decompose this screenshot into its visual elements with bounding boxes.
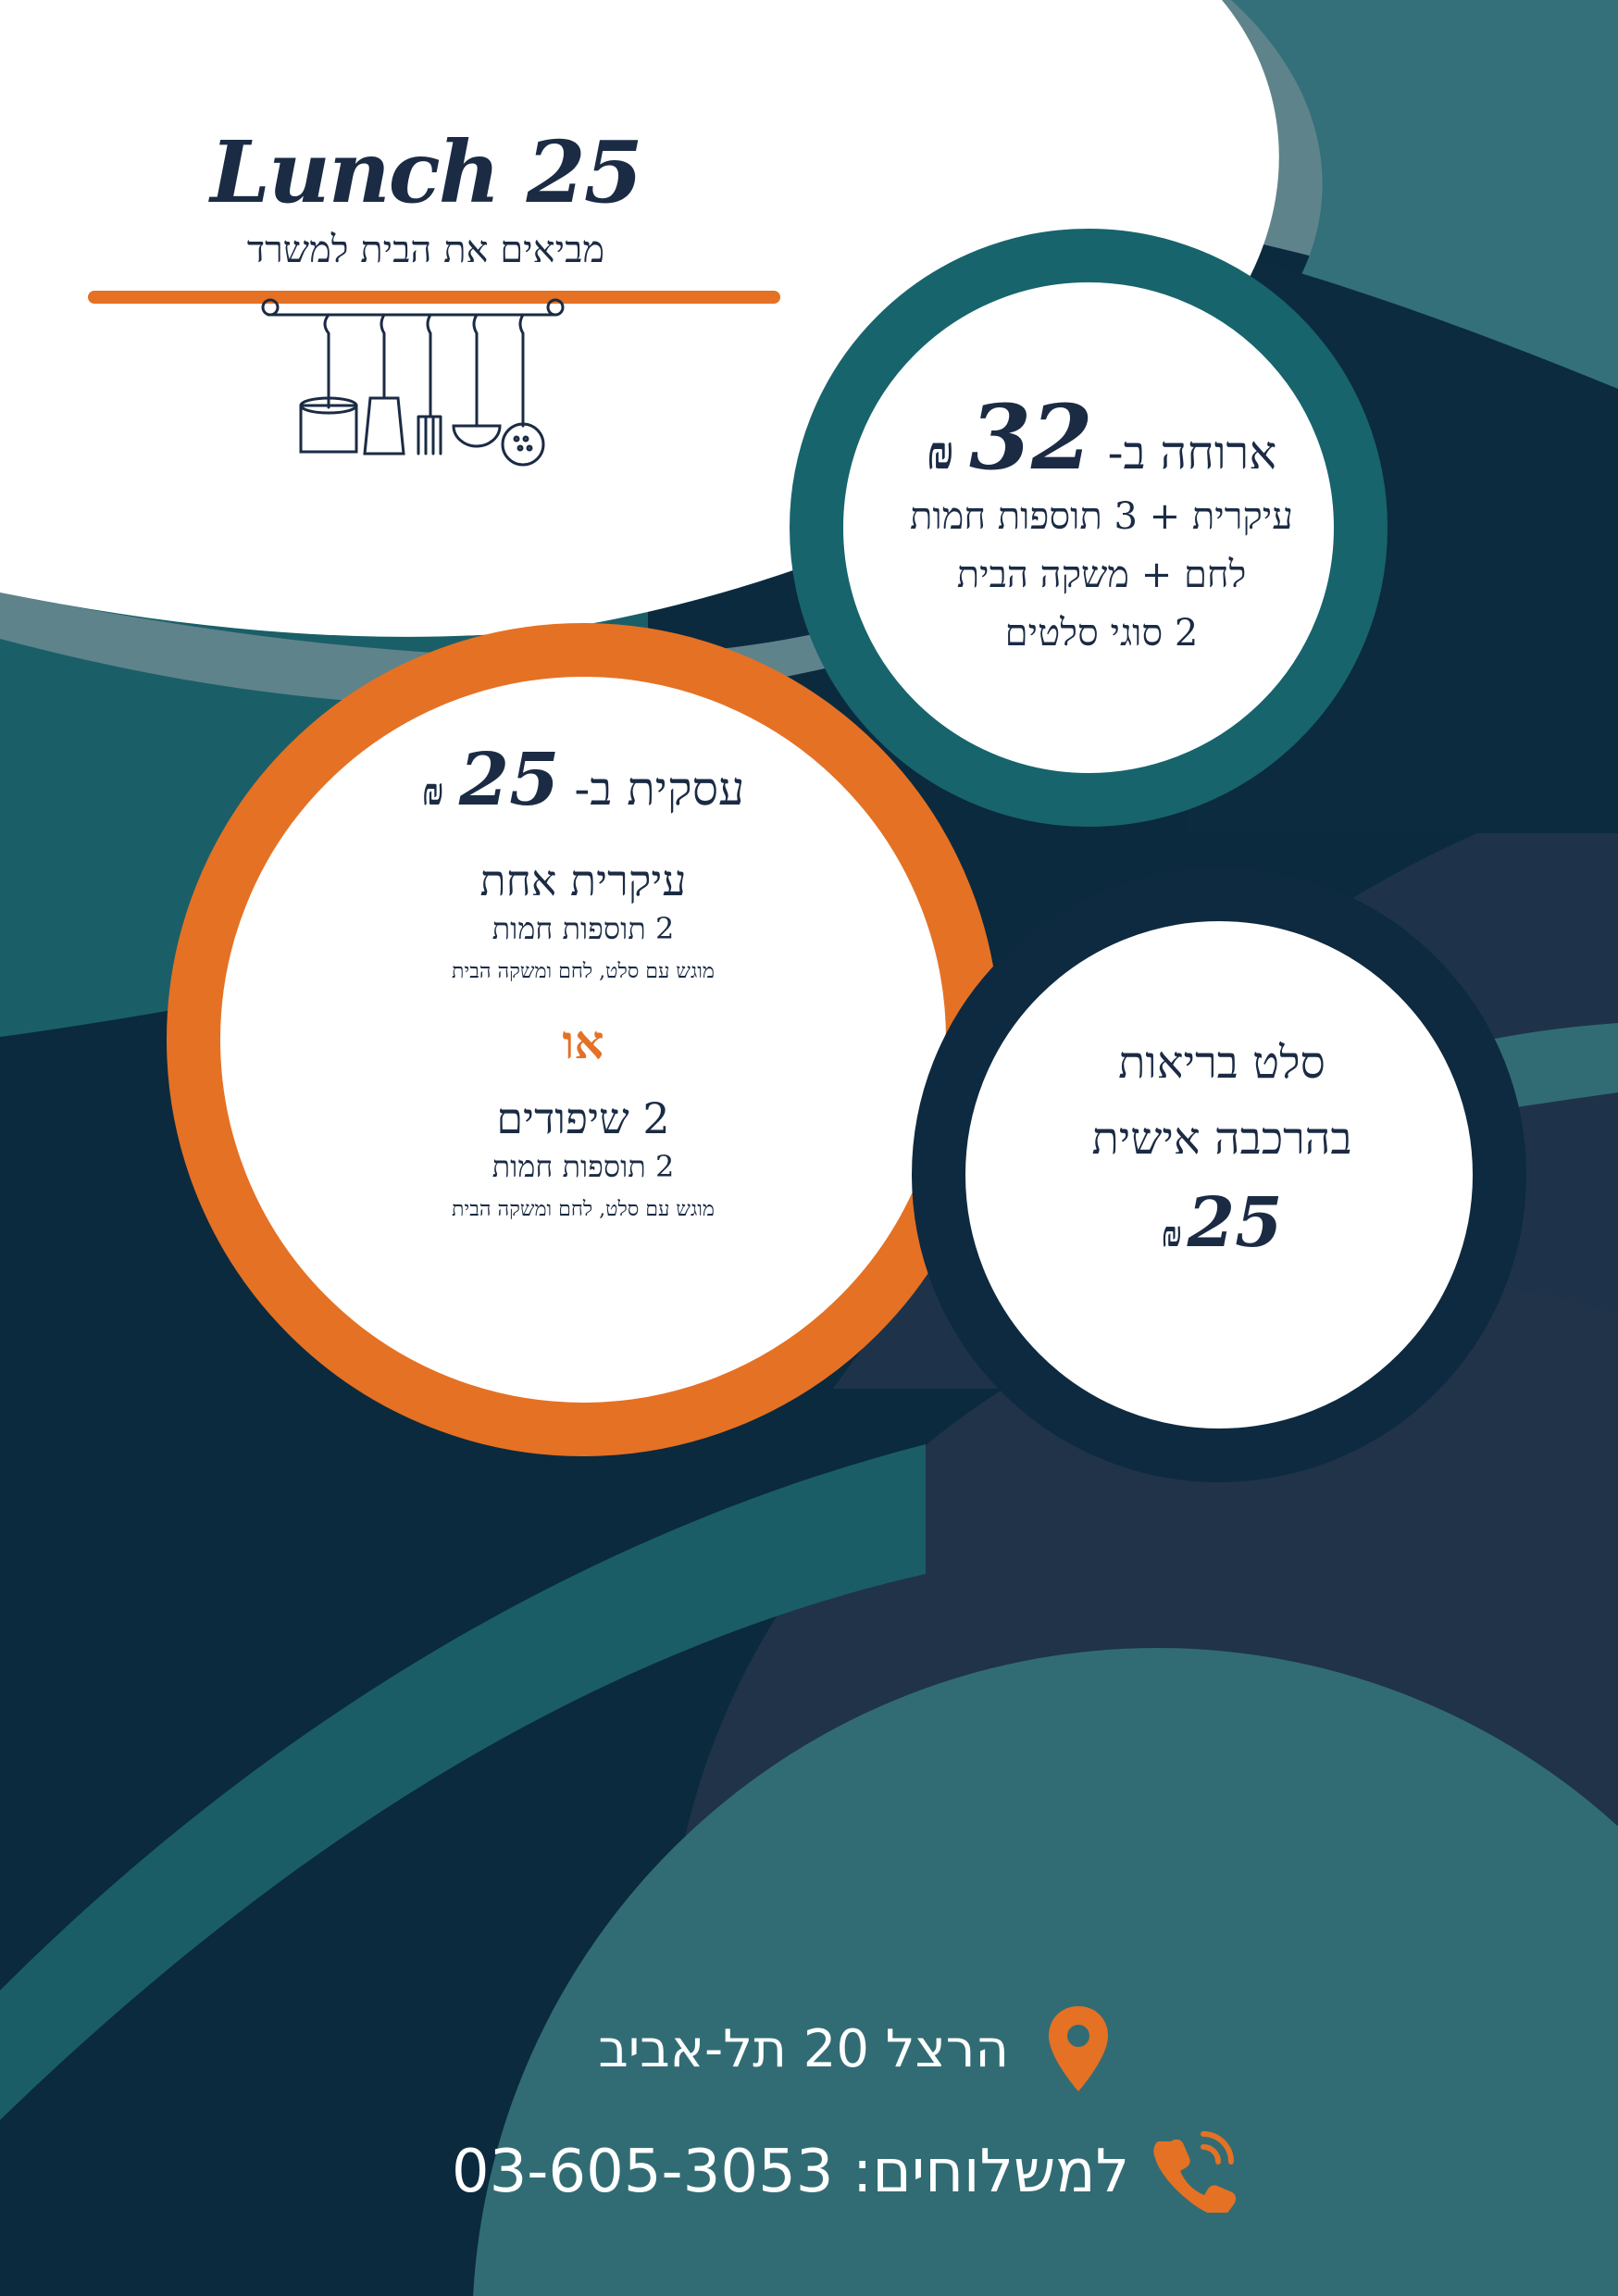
- business-offer-text: [370, 738, 796, 1221]
- phone-row: [451, 2125, 1240, 2227]
- salad-offer-text: [1027, 1037, 1416, 1263]
- phone-ringing-icon: [1152, 2125, 1240, 2213]
- delivery-label: למשלוחים:: [852, 2138, 1129, 2206]
- dinner-line-2: לחם + משקה הבית: [956, 553, 1247, 596]
- business-currency: ₪: [421, 770, 444, 814]
- salad-line-1: סלט בריאות: [1118, 1037, 1326, 1089]
- address-text: הרצל 20 תל-אביב: [598, 2019, 1009, 2079]
- brand-logo: Lunch 25: [210, 122, 641, 222]
- dinner-offer-text: [870, 385, 1333, 655]
- salad-currency: ₪: [1161, 1213, 1183, 1254]
- dinner-line-1: עיקרית + 3 תוספות חמות: [910, 494, 1293, 538]
- dinner-title: ארוחה ב-: [1107, 426, 1277, 480]
- option2-served: מוגש עם סלט, לחם ומשקה הבית: [452, 1197, 715, 1221]
- hanging-utensils-icon: [250, 294, 583, 470]
- address-row: [592, 2004, 1111, 2097]
- option1-sides: 2 תוספות חמות: [492, 910, 675, 946]
- dinner-line-3: 2 סוגי סלטים: [1004, 611, 1199, 655]
- dinner-currency: ₪: [926, 425, 955, 480]
- option2-sides: 2 תוספות חמות: [492, 1148, 675, 1184]
- business-title: עסקית ב-: [574, 762, 745, 816]
- brand-tagline: מביאים את הבית למשרד: [246, 229, 605, 271]
- dinner-price: 32: [969, 385, 1093, 490]
- salad-price: 25: [1187, 1183, 1283, 1263]
- option1-main: עיקרית אחת: [479, 855, 687, 905]
- salad-line-2: בהרכבה אישית: [1091, 1113, 1352, 1165]
- option2-main: 2 שיפודים: [496, 1092, 670, 1143]
- brand-header: [167, 122, 685, 271]
- option1-served: מוגש עם סלט, לחם ומשקה הבית: [452, 959, 715, 983]
- location-pin-icon: [1046, 2004, 1111, 2093]
- business-price: 25: [458, 738, 560, 822]
- phone-number[interactable]: 03-605-3053: [451, 2138, 834, 2206]
- or-label: או: [562, 1014, 604, 1069]
